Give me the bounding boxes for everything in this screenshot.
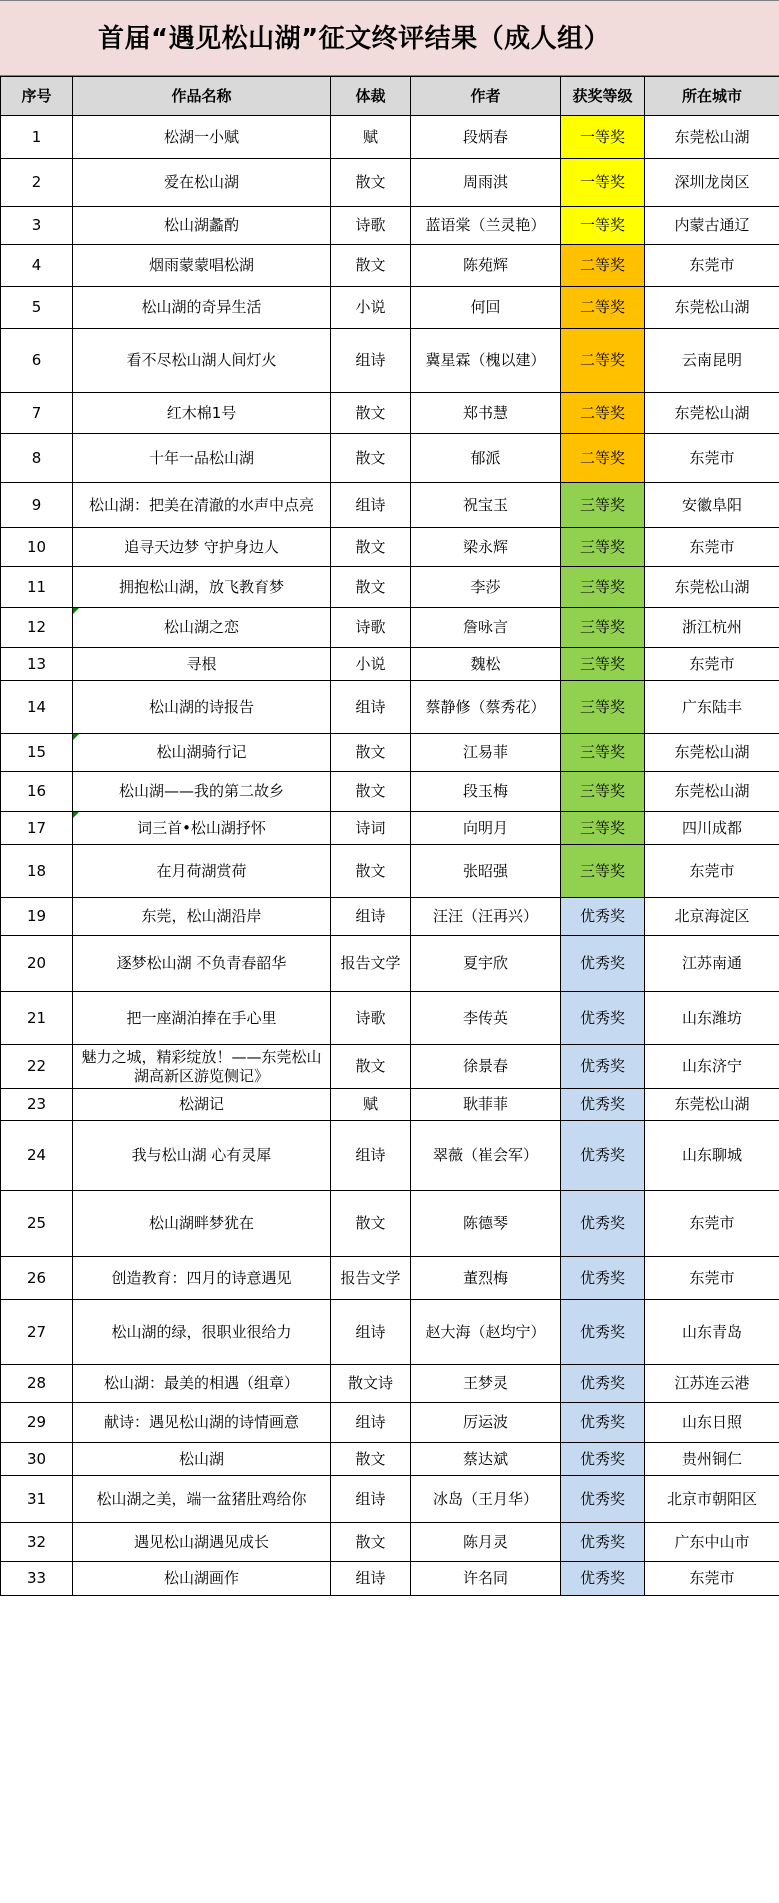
cell-author: 冰岛（王月华） [411, 1476, 561, 1523]
cell-city: 北京市朝阳区 [645, 1476, 779, 1523]
cell-city: 东莞市 [645, 1257, 779, 1300]
cell-genre: 诗歌 [331, 207, 411, 245]
cell-work-title: 松湖一小赋 [73, 116, 331, 159]
cell-genre: 诗歌 [331, 992, 411, 1045]
table-row [1, 1403, 779, 1443]
cell-index: 25 [1, 1191, 73, 1257]
page-title: 首届“遇见松山湖”征文终评结果（成人组） [98, 24, 611, 54]
cell-work-title: 词三首•松山湖抒怀 [73, 812, 331, 845]
cell-index: 10 [1, 528, 73, 567]
cell-city: 内蒙古通辽 [645, 207, 779, 245]
cell-city: 山东济宁 [645, 1045, 779, 1089]
cell-author: 魏松 [411, 648, 561, 681]
table-row [1, 1191, 779, 1257]
cell-award: 优秀奖 [561, 1523, 645, 1562]
cell-award: 二等奖 [561, 245, 645, 287]
cell-author: 蓝语棠（兰灵艳） [411, 207, 561, 245]
cell-author: 赵大海（赵均宁） [411, 1300, 561, 1365]
cell-work-title: 拥抱松山湖，放飞教育梦 [73, 567, 331, 608]
cell-genre: 报告文学 [331, 936, 411, 992]
cell-city: 云南昆明 [645, 329, 779, 393]
cell-work-title: 松山湖之恋 [73, 608, 331, 648]
cell-work-title: 逐梦松山湖 不负青春韶华 [73, 936, 331, 992]
table-row [1, 845, 779, 898]
cell-city: 广东陆丰 [645, 681, 779, 734]
cell-work-title: 追寻天边梦 守护身边人 [73, 528, 331, 567]
cell-work-title: 松湖记 [73, 1089, 331, 1121]
cell-author: 段炳春 [411, 116, 561, 159]
cell-index: 21 [1, 992, 73, 1045]
cell-genre: 诗词 [331, 812, 411, 845]
cell-author: 董烈梅 [411, 1257, 561, 1300]
cell-author: 梁永辉 [411, 528, 561, 567]
cell-genre: 诗歌 [331, 608, 411, 648]
cell-genre: 散文 [331, 734, 411, 772]
header-work-title: 作品名称 [73, 77, 331, 116]
cell-index: 29 [1, 1403, 73, 1443]
cell-genre: 散文 [331, 245, 411, 287]
cell-award: 一等奖 [561, 116, 645, 159]
cell-author: 蔡静修（蔡秀花） [411, 681, 561, 734]
cell-index: 3 [1, 207, 73, 245]
cell-index: 22 [1, 1045, 73, 1089]
cell-work-title: 松山湖蠡酌 [73, 207, 331, 245]
cell-author: 张昭强 [411, 845, 561, 898]
cell-work-title: 松山湖：把美在清澈的水声中点亮 [73, 483, 331, 528]
cell-award: 三等奖 [561, 567, 645, 608]
cell-index: 6 [1, 329, 73, 393]
cell-genre: 散文 [331, 845, 411, 898]
cell-index: 23 [1, 1089, 73, 1121]
cell-index: 4 [1, 245, 73, 287]
table-row [1, 1365, 779, 1403]
cell-index: 14 [1, 681, 73, 734]
cell-index: 1 [1, 116, 73, 159]
cell-author: 王梦灵 [411, 1365, 561, 1403]
cell-genre: 散文 [331, 1191, 411, 1257]
cell-award: 三等奖 [561, 681, 645, 734]
title-bar [0, 0, 779, 76]
cell-genre: 赋 [331, 1089, 411, 1121]
cell-city: 东莞市 [645, 1191, 779, 1257]
cell-work-title: 松山湖之美，端一盆猪肚鸡给你 [73, 1476, 331, 1523]
cell-author: 耿菲菲 [411, 1089, 561, 1121]
cell-index: 8 [1, 434, 73, 483]
cell-award: 优秀奖 [561, 1403, 645, 1443]
cell-genre: 散文 [331, 772, 411, 812]
cell-author: 厉运波 [411, 1403, 561, 1443]
cell-work-title: 十年一品松山湖 [73, 434, 331, 483]
table-row [1, 329, 779, 393]
table-row [1, 1257, 779, 1300]
cell-city: 东莞市 [645, 1562, 779, 1596]
cell-work-title: 爱在松山湖 [73, 159, 331, 207]
comment-marker-icon [73, 812, 79, 818]
cell-work-title: 把一座湖泊捧在手心里 [73, 992, 331, 1045]
cell-award: 优秀奖 [561, 1365, 645, 1403]
cell-author: 向明月 [411, 812, 561, 845]
cell-index: 31 [1, 1476, 73, 1523]
cell-award: 优秀奖 [561, 1300, 645, 1365]
cell-author: 江易菲 [411, 734, 561, 772]
cell-award: 优秀奖 [561, 1443, 645, 1476]
cell-genre: 散文诗 [331, 1365, 411, 1403]
cell-genre: 组诗 [331, 1476, 411, 1523]
table-row [1, 681, 779, 734]
cell-city: 东莞市 [645, 245, 779, 287]
table-row [1, 567, 779, 608]
cell-work-title: 看不尽松山湖人间灯火 [73, 329, 331, 393]
cell-award: 优秀奖 [561, 1257, 645, 1300]
table-row [1, 1045, 779, 1089]
cell-index: 5 [1, 287, 73, 329]
cell-author: 李莎 [411, 567, 561, 608]
cell-award: 三等奖 [561, 648, 645, 681]
cell-city: 贵州铜仁 [645, 1443, 779, 1476]
cell-index: 17 [1, 812, 73, 845]
cell-award: 二等奖 [561, 329, 645, 393]
cell-award: 一等奖 [561, 159, 645, 207]
cell-author: 蔡达斌 [411, 1443, 561, 1476]
cell-genre: 散文 [331, 434, 411, 483]
table-row [1, 772, 779, 812]
cell-city: 四川成都 [645, 812, 779, 845]
cell-work-title: 烟雨蒙蒙唱松湖 [73, 245, 331, 287]
cell-city: 山东聊城 [645, 1121, 779, 1191]
table-row [1, 245, 779, 287]
cell-index: 30 [1, 1443, 73, 1476]
header-index: 序号 [1, 77, 73, 116]
table-row [1, 936, 779, 992]
cell-work-title: 松山湖画作 [73, 1562, 331, 1596]
cell-index: 9 [1, 483, 73, 528]
cell-author: 陈苑辉 [411, 245, 561, 287]
cell-work-title: 创造教育：四月的诗意遇见 [73, 1257, 331, 1300]
cell-genre: 散文 [331, 393, 411, 434]
cell-author: 何回 [411, 287, 561, 329]
cell-award: 二等奖 [561, 393, 645, 434]
results-table [0, 76, 779, 1596]
cell-index: 28 [1, 1365, 73, 1403]
cell-award: 三等奖 [561, 608, 645, 648]
cell-index: 13 [1, 648, 73, 681]
cell-work-title: 松山湖——我的第二故乡 [73, 772, 331, 812]
cell-author: 汪汪（汪再兴） [411, 898, 561, 936]
cell-city: 东莞松山湖 [645, 567, 779, 608]
table-body [1, 116, 779, 1596]
cell-work-title: 我与松山湖 心有灵犀 [73, 1121, 331, 1191]
cell-award: 优秀奖 [561, 992, 645, 1045]
cell-genre: 组诗 [331, 483, 411, 528]
cell-award: 二等奖 [561, 434, 645, 483]
cell-city: 山东潍坊 [645, 992, 779, 1045]
cell-city: 深圳龙岗区 [645, 159, 779, 207]
table-row [1, 992, 779, 1045]
table-row [1, 1300, 779, 1365]
cell-author: 李传英 [411, 992, 561, 1045]
cell-city: 北京海淀区 [645, 898, 779, 936]
cell-award: 优秀奖 [561, 1121, 645, 1191]
table-row [1, 159, 779, 207]
cell-award: 三等奖 [561, 734, 645, 772]
cell-award: 优秀奖 [561, 898, 645, 936]
cell-genre: 组诗 [331, 681, 411, 734]
cell-work-title: 松山湖骑行记 [73, 734, 331, 772]
cell-index: 26 [1, 1257, 73, 1300]
table-row [1, 648, 779, 681]
cell-genre: 散文 [331, 1443, 411, 1476]
table-row [1, 1476, 779, 1523]
cell-award: 优秀奖 [561, 1191, 645, 1257]
cell-author: 夏宇欣 [411, 936, 561, 992]
cell-genre: 小说 [331, 648, 411, 681]
table-row [1, 116, 779, 159]
cell-index: 12 [1, 608, 73, 648]
cell-city: 江苏南通 [645, 936, 779, 992]
cell-city: 东莞松山湖 [645, 393, 779, 434]
cell-genre: 散文 [331, 1523, 411, 1562]
cell-award: 三等奖 [561, 483, 645, 528]
cell-award: 一等奖 [561, 207, 645, 245]
table-row [1, 898, 779, 936]
table-row [1, 608, 779, 648]
cell-author: 段玉梅 [411, 772, 561, 812]
cell-city: 东莞松山湖 [645, 116, 779, 159]
header-city: 所在城市 [645, 77, 779, 116]
comment-marker-icon [73, 608, 79, 614]
header-author: 作者 [411, 77, 561, 116]
cell-index: 15 [1, 734, 73, 772]
cell-index: 27 [1, 1300, 73, 1365]
cell-genre: 组诗 [331, 1403, 411, 1443]
table-header-row [1, 77, 779, 116]
cell-award: 优秀奖 [561, 1089, 645, 1121]
cell-work-title: 东莞，松山湖沿岸 [73, 898, 331, 936]
cell-genre: 组诗 [331, 1300, 411, 1365]
cell-genre: 组诗 [331, 329, 411, 393]
table-row [1, 528, 779, 567]
cell-author: 郁派 [411, 434, 561, 483]
cell-author: 翠薇（崔会军） [411, 1121, 561, 1191]
table-row [1, 812, 779, 845]
cell-author: 陈德琴 [411, 1191, 561, 1257]
cell-city: 东莞松山湖 [645, 772, 779, 812]
cell-award: 三等奖 [561, 845, 645, 898]
table-row [1, 1443, 779, 1476]
cell-award: 优秀奖 [561, 936, 645, 992]
cell-award: 三等奖 [561, 812, 645, 845]
cell-city: 安徽阜阳 [645, 483, 779, 528]
cell-city: 江苏连云港 [645, 1365, 779, 1403]
cell-genre: 小说 [331, 287, 411, 329]
cell-work-title: 松山湖畔梦犹在 [73, 1191, 331, 1257]
cell-award: 二等奖 [561, 287, 645, 329]
cell-city: 浙江杭州 [645, 608, 779, 648]
cell-index: 33 [1, 1562, 73, 1596]
cell-work-title: 寻根 [73, 648, 331, 681]
cell-index: 16 [1, 772, 73, 812]
cell-genre: 散文 [331, 1045, 411, 1089]
cell-work-title: 松山湖：最美的相遇（组章） [73, 1365, 331, 1403]
cell-city: 东莞市 [645, 845, 779, 898]
cell-index: 20 [1, 936, 73, 992]
cell-city: 山东日照 [645, 1403, 779, 1443]
table-row [1, 1523, 779, 1562]
cell-index: 2 [1, 159, 73, 207]
table-row [1, 483, 779, 528]
cell-genre: 散文 [331, 528, 411, 567]
cell-city: 东莞市 [645, 648, 779, 681]
cell-author: 陈月灵 [411, 1523, 561, 1562]
cell-city: 东莞松山湖 [645, 734, 779, 772]
cell-city: 东莞市 [645, 434, 779, 483]
cell-award: 优秀奖 [561, 1045, 645, 1089]
cell-genre: 报告文学 [331, 1257, 411, 1300]
table-row [1, 1121, 779, 1191]
header-award: 获奖等级 [561, 77, 645, 116]
cell-genre: 组诗 [331, 1121, 411, 1191]
cell-genre: 组诗 [331, 1562, 411, 1596]
cell-genre: 组诗 [331, 898, 411, 936]
cell-work-title: 魅力之城，精彩绽放！——东莞松山湖高新区游览侧记》 [73, 1045, 331, 1089]
cell-author: 詹咏言 [411, 608, 561, 648]
table-row [1, 393, 779, 434]
cell-author: 徐景春 [411, 1045, 561, 1089]
cell-index: 24 [1, 1121, 73, 1191]
cell-work-title: 松山湖的奇异生活 [73, 287, 331, 329]
cell-work-title: 遇见松山湖遇见成长 [73, 1523, 331, 1562]
cell-genre: 散文 [331, 567, 411, 608]
cell-work-title: 红木棉1号 [73, 393, 331, 434]
cell-index: 19 [1, 898, 73, 936]
cell-genre: 散文 [331, 159, 411, 207]
cell-work-title: 在月荷湖赏荷 [73, 845, 331, 898]
table-row [1, 1562, 779, 1596]
cell-work-title: 松山湖的诗报告 [73, 681, 331, 734]
cell-award: 三等奖 [561, 772, 645, 812]
cell-index: 7 [1, 393, 73, 434]
cell-author: 祝宝玉 [411, 483, 561, 528]
cell-work-title: 松山湖 [73, 1443, 331, 1476]
cell-award: 优秀奖 [561, 1476, 645, 1523]
cell-index: 18 [1, 845, 73, 898]
cell-award: 三等奖 [561, 528, 645, 567]
cell-author: 许名同 [411, 1562, 561, 1596]
cell-award: 优秀奖 [561, 1562, 645, 1596]
cell-work-title: 献诗：遇见松山湖的诗情画意 [73, 1403, 331, 1443]
table-row [1, 734, 779, 772]
cell-index: 11 [1, 567, 73, 608]
cell-author: 周雨淇 [411, 159, 561, 207]
header-genre: 体裁 [331, 77, 411, 116]
table-row [1, 434, 779, 483]
cell-index: 32 [1, 1523, 73, 1562]
cell-work-title: 松山湖的绿，很职业很给力 [73, 1300, 331, 1365]
cell-city: 东莞松山湖 [645, 287, 779, 329]
table-row [1, 287, 779, 329]
cell-city: 东莞市 [645, 528, 779, 567]
comment-marker-icon [73, 734, 79, 740]
cell-author: 冀星霖（槐以建） [411, 329, 561, 393]
cell-city: 山东青岛 [645, 1300, 779, 1365]
table-row [1, 1089, 779, 1121]
cell-city: 广东中山市 [645, 1523, 779, 1562]
cell-genre: 赋 [331, 116, 411, 159]
table-row [1, 207, 779, 245]
cell-city: 东莞松山湖 [645, 1089, 779, 1121]
cell-author: 郑书慧 [411, 393, 561, 434]
